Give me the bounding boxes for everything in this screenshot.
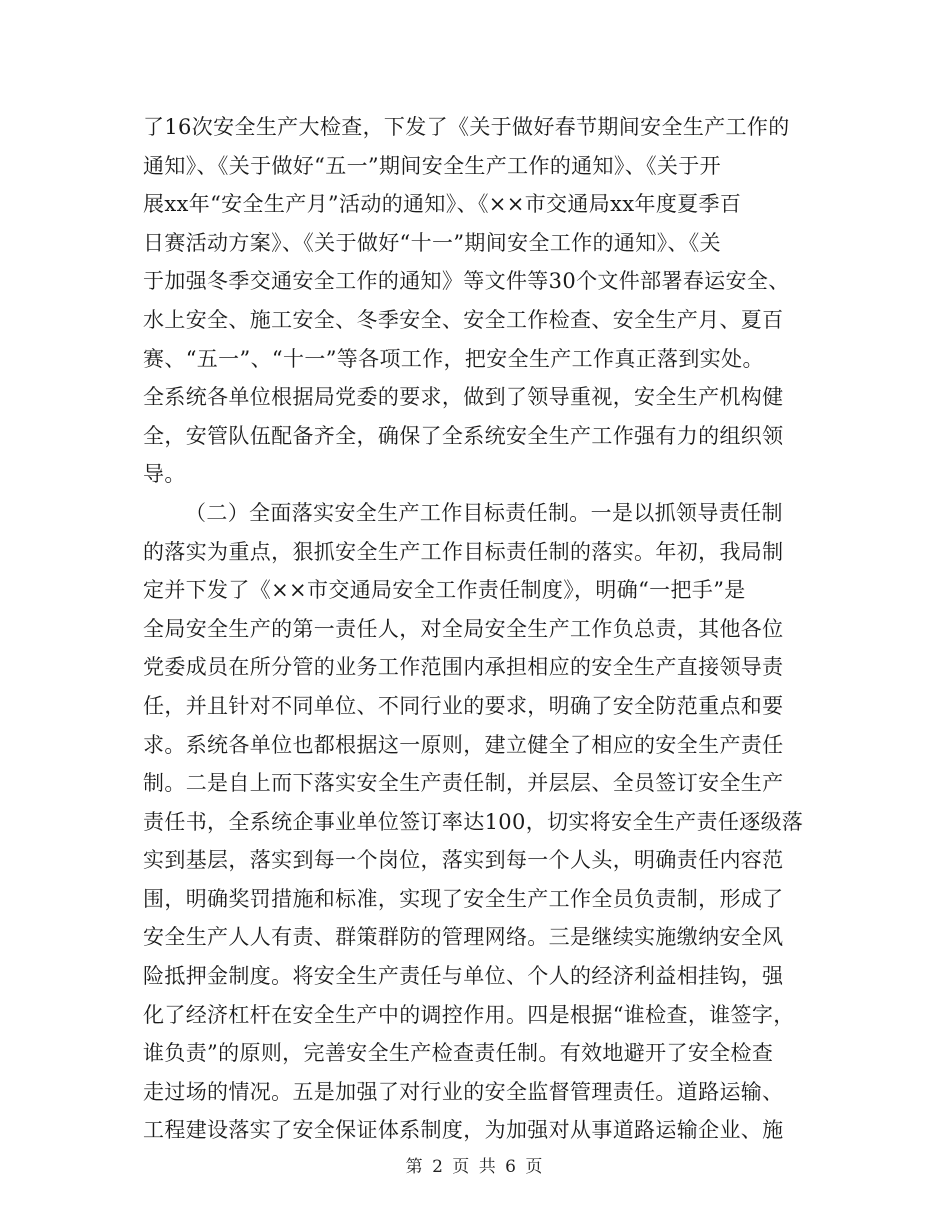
text-line: 全局安全生产的第一责任人，对全局安全生产工作负总责，其他各位 bbox=[143, 616, 784, 641]
text-line: 全，安管队伍配备齐全，确保了全系统安全生产工作强有力的组织领 bbox=[143, 423, 784, 448]
text-line: 走过场的情况。五是加强了对行业的安全监督管理责任。道路运输、 bbox=[143, 1079, 784, 1104]
text-line: 赛、“五一”、“十一”等各项工作，把安全生产工作真正落到实处。 bbox=[143, 346, 764, 371]
text-line: 定并下发了《××市交通局安全工作责任制度》，明确“一把手”是 bbox=[143, 578, 746, 603]
text-line: 水上安全、施工安全、冬季安全、安全工作检查、安全生产月、夏百 bbox=[143, 307, 784, 332]
text-line: 制。二是自上而下落实安全生产责任制，并层层、全员签订安全生产 bbox=[143, 771, 784, 796]
text-line: 化了经济杠杆在安全生产中的调控作用。四是根据“谁检查，谁签字， bbox=[143, 1002, 795, 1027]
text-line: 责任书，全系统企事业单位签订率达100，切实将安全生产责任逐级落 bbox=[143, 809, 804, 834]
text-line: 险抵押金制度。将安全生产责任与单位、个人的经济利益相挂钩，强 bbox=[143, 964, 784, 989]
text-line: 日赛活动方案》、《关于做好“十一”期间安全工作的通知》、《关 bbox=[143, 230, 721, 255]
text-line: 导。 bbox=[143, 462, 186, 487]
text-line: 求。系统各单位也都根据这一原则，建立健全了相应的安全生产责任 bbox=[143, 732, 784, 757]
text-line: 展xx年“安全生产月”活动的通知》、《××市交通局xx年度夏季百 bbox=[143, 192, 742, 217]
text-line: 于加强冬季交通安全工作的通知》等文件等30个文件部署春运安全、 bbox=[143, 269, 790, 294]
text-line: 的落实为重点，狠抓安全生产工作目标责任制的落实。年初，我局制 bbox=[143, 539, 784, 564]
body-text bbox=[143, 108, 809, 1150]
text-line: 安全生产人人有责、群策群防的管理网络。三是继续实施缴纳安全风 bbox=[143, 925, 784, 950]
text-line: 党委成员在所分管的业务工作范围内承担相应的安全生产直接领导责 bbox=[143, 655, 784, 680]
section-heading-line: （二）全面落实安全生产工作目标责任制。一是以抓领导责任制 bbox=[185, 500, 783, 525]
text-line: 工程建设落实了安全保证体系制度，为加强对从事道路运输企业、施 bbox=[143, 1118, 784, 1143]
text-line: 全系统各单位根据局党委的要求，做到了领导重视，安全生产机构健 bbox=[143, 385, 784, 410]
text-line: 围，明确奖罚措施和标准，实现了安全生产工作全员负责制，形成了 bbox=[143, 886, 784, 911]
text-line: 实到基层，落实到每一个岗位，落实到每一个人头，明确责任内容范 bbox=[143, 848, 784, 873]
text-line: 通知》、《关于做好“五一”期间安全生产工作的通知》、《关于开 bbox=[143, 153, 721, 178]
text-line: 任，并且针对不同单位、不同行业的要求，明确了安全防范重点和要 bbox=[143, 693, 784, 718]
page-number-footer: 第 2 页 共 6 页 bbox=[405, 1157, 545, 1177]
text-line: 了16次安全生产大检查，下发了《关于做好春节期间安全生产工作的 bbox=[143, 115, 790, 139]
text-line: 谁负责”的原则，完善安全生产检查责任制。有效地避开了安全检查 bbox=[143, 1041, 774, 1066]
